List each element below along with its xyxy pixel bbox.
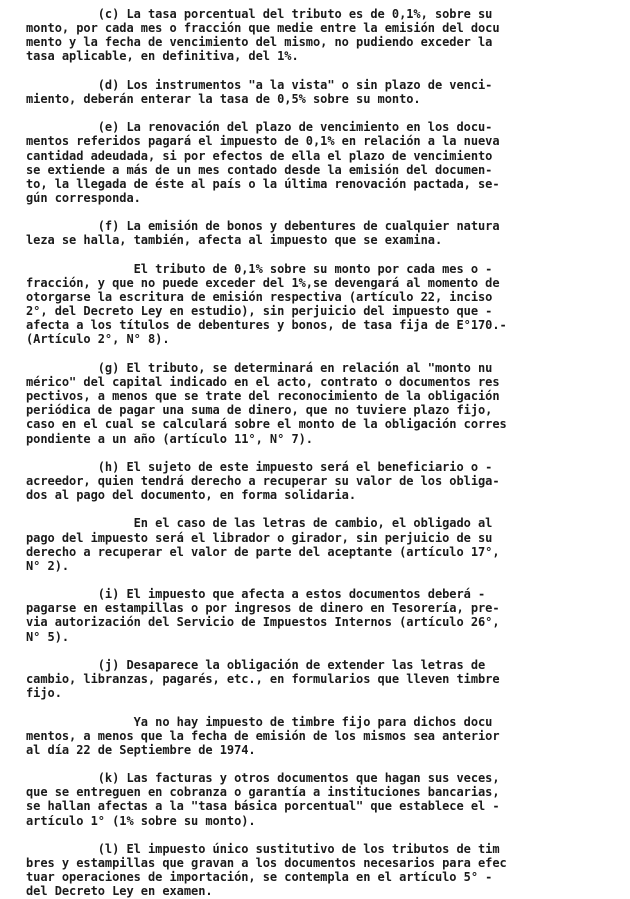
text-line: fijo. xyxy=(26,686,62,701)
text-line: (Artículo 2°, N° 8). xyxy=(26,332,170,347)
text-line: (l) El impuesto único sustitutivo de los tributos de tim xyxy=(26,841,500,856)
text-line: gún corresponda. xyxy=(26,190,141,205)
text-line: se extiende a más de un mes contado desde la emisión del documen- xyxy=(26,162,493,177)
text-line: pectivos, a menos que se trate del reconocimiento de la obligación xyxy=(26,389,500,404)
text-line: miento, deberán enterar la tasa de 0,5% sobre su monto. xyxy=(26,91,421,106)
text-line: monto, por cada mes o fracción que medie entre la emisión del docu xyxy=(26,21,500,36)
text-line: N° 2). xyxy=(26,558,70,573)
text-line: (g) El tributo, se determinará en relación al "monto nu xyxy=(26,360,493,375)
text-line: El tributo de 0,1% sobre su monto por cada mes o - xyxy=(26,261,493,276)
text-line: (d) Los instrumentos "a la vista" o sin plazo de venci- xyxy=(26,77,493,92)
text-line: fracción, y que no puede exceder del 1%,se devengará al momento de xyxy=(26,275,500,290)
text-line: al día 22 de Septiembre de 1974. xyxy=(26,742,256,757)
text-line: bres y estampillas que gravan a los documentos necesarios para efec xyxy=(26,856,507,870)
text-line: derecho a recuperar el valor de parte del aceptante (artículo 17°, xyxy=(26,544,500,559)
text-line: pondiente a un año (artículo 11°, N° 7). xyxy=(26,431,313,446)
text-line: mérico" del capital indicado en el acto, contrato o documentos res xyxy=(26,374,500,389)
text-line: cambio, libranzas, pagarés, etc., en formularios que lleven timbre xyxy=(26,672,500,687)
text-line: N° 5). xyxy=(26,629,70,644)
text-line: se hallan afectas a la "tasa básica porcentual" que establece el - xyxy=(26,799,500,814)
text-line: 2°, del Decreto Ley en estudio), sin perjuicio del impuesto que - xyxy=(26,304,493,319)
text-line: (k) Las facturas y otros documentos que hagan sus veces, xyxy=(26,771,500,786)
text-line: otorgarse la escritura de emisión respectiva (artículo 22, inciso xyxy=(26,290,493,304)
text-line: to, la llegada de éste al país o la última renovación pactada, se- xyxy=(26,176,500,191)
text-line: pago del impuesto será el librador o girador, sin perjuicio de su xyxy=(26,530,493,545)
text-line: del Decreto Ley en examen. xyxy=(26,884,213,899)
text-line: artículo 1° (1% sobre su monto). xyxy=(26,813,256,828)
text-line: dos al pago del documento, en forma solidaria. xyxy=(26,488,357,503)
text-line: (j) Desaparece la obligación de extender las letras de xyxy=(26,657,486,672)
text-line: mentos referidos pagará el impuesto de 0,1% en relación a la nueva xyxy=(26,134,500,149)
text-line: mento y la fecha de vencimiento del mismo, no pudiendo exceder la xyxy=(26,35,493,50)
text-line: (e) La renovación del plazo de vencimiento en los docu- xyxy=(26,120,493,135)
text-line: (i) El impuesto que afecta a estos documentos deberá - xyxy=(26,587,486,602)
text-line: (c) La tasa porcentual del tributo es de 0,1%, sobre su xyxy=(26,7,493,21)
text-line: (h) El sujeto de este impuesto será el beneficiario o - xyxy=(26,459,493,474)
text-line: (f) La emisión de bonos y debentures de cualquier natura xyxy=(26,219,500,234)
text-line: mentos, a menos que la fecha de emisión de los mismos sea anterior xyxy=(26,728,500,743)
text-line: tuar operaciones de importación, se contempla en el artículo 5° - xyxy=(26,870,493,885)
text-line: En el caso de las letras de cambio, el obligado al xyxy=(26,516,493,531)
text-line: cantidad adeudada, si por efectos de ella el plazo de vencimiento xyxy=(26,148,493,163)
text-line: tasa aplicable, en definitiva, del 1%. xyxy=(26,49,299,64)
text-line: caso en el cual se calculará sobre el monto de la obligación corres xyxy=(26,417,507,432)
text-line: via autorización del Servicio de Impuestos Internos (artículo 26°, xyxy=(26,615,500,630)
text-line: que se entreguen en cobranza o garantía a instituciones bancarias, xyxy=(26,785,500,800)
text-line: pagarse en estampillas o por ingresos de dinero en Tesorería, pre- xyxy=(26,601,500,616)
text-line: leza se halla, también, afecta al impuesto que se examina. xyxy=(26,233,443,248)
text-line: acreedor, quien tendrá derecho a recuperar su valor de los obliga- xyxy=(26,473,500,488)
text-line: periódica de pagar una suma de dinero, que no tuviere plazo fijo, xyxy=(26,403,493,418)
text-line: Ya no hay impuesto de timbre fijo para dichos docu xyxy=(26,714,493,729)
text-line: afecta a los títulos de debentures y bonos, de tasa fija de E°170.- xyxy=(26,318,507,333)
